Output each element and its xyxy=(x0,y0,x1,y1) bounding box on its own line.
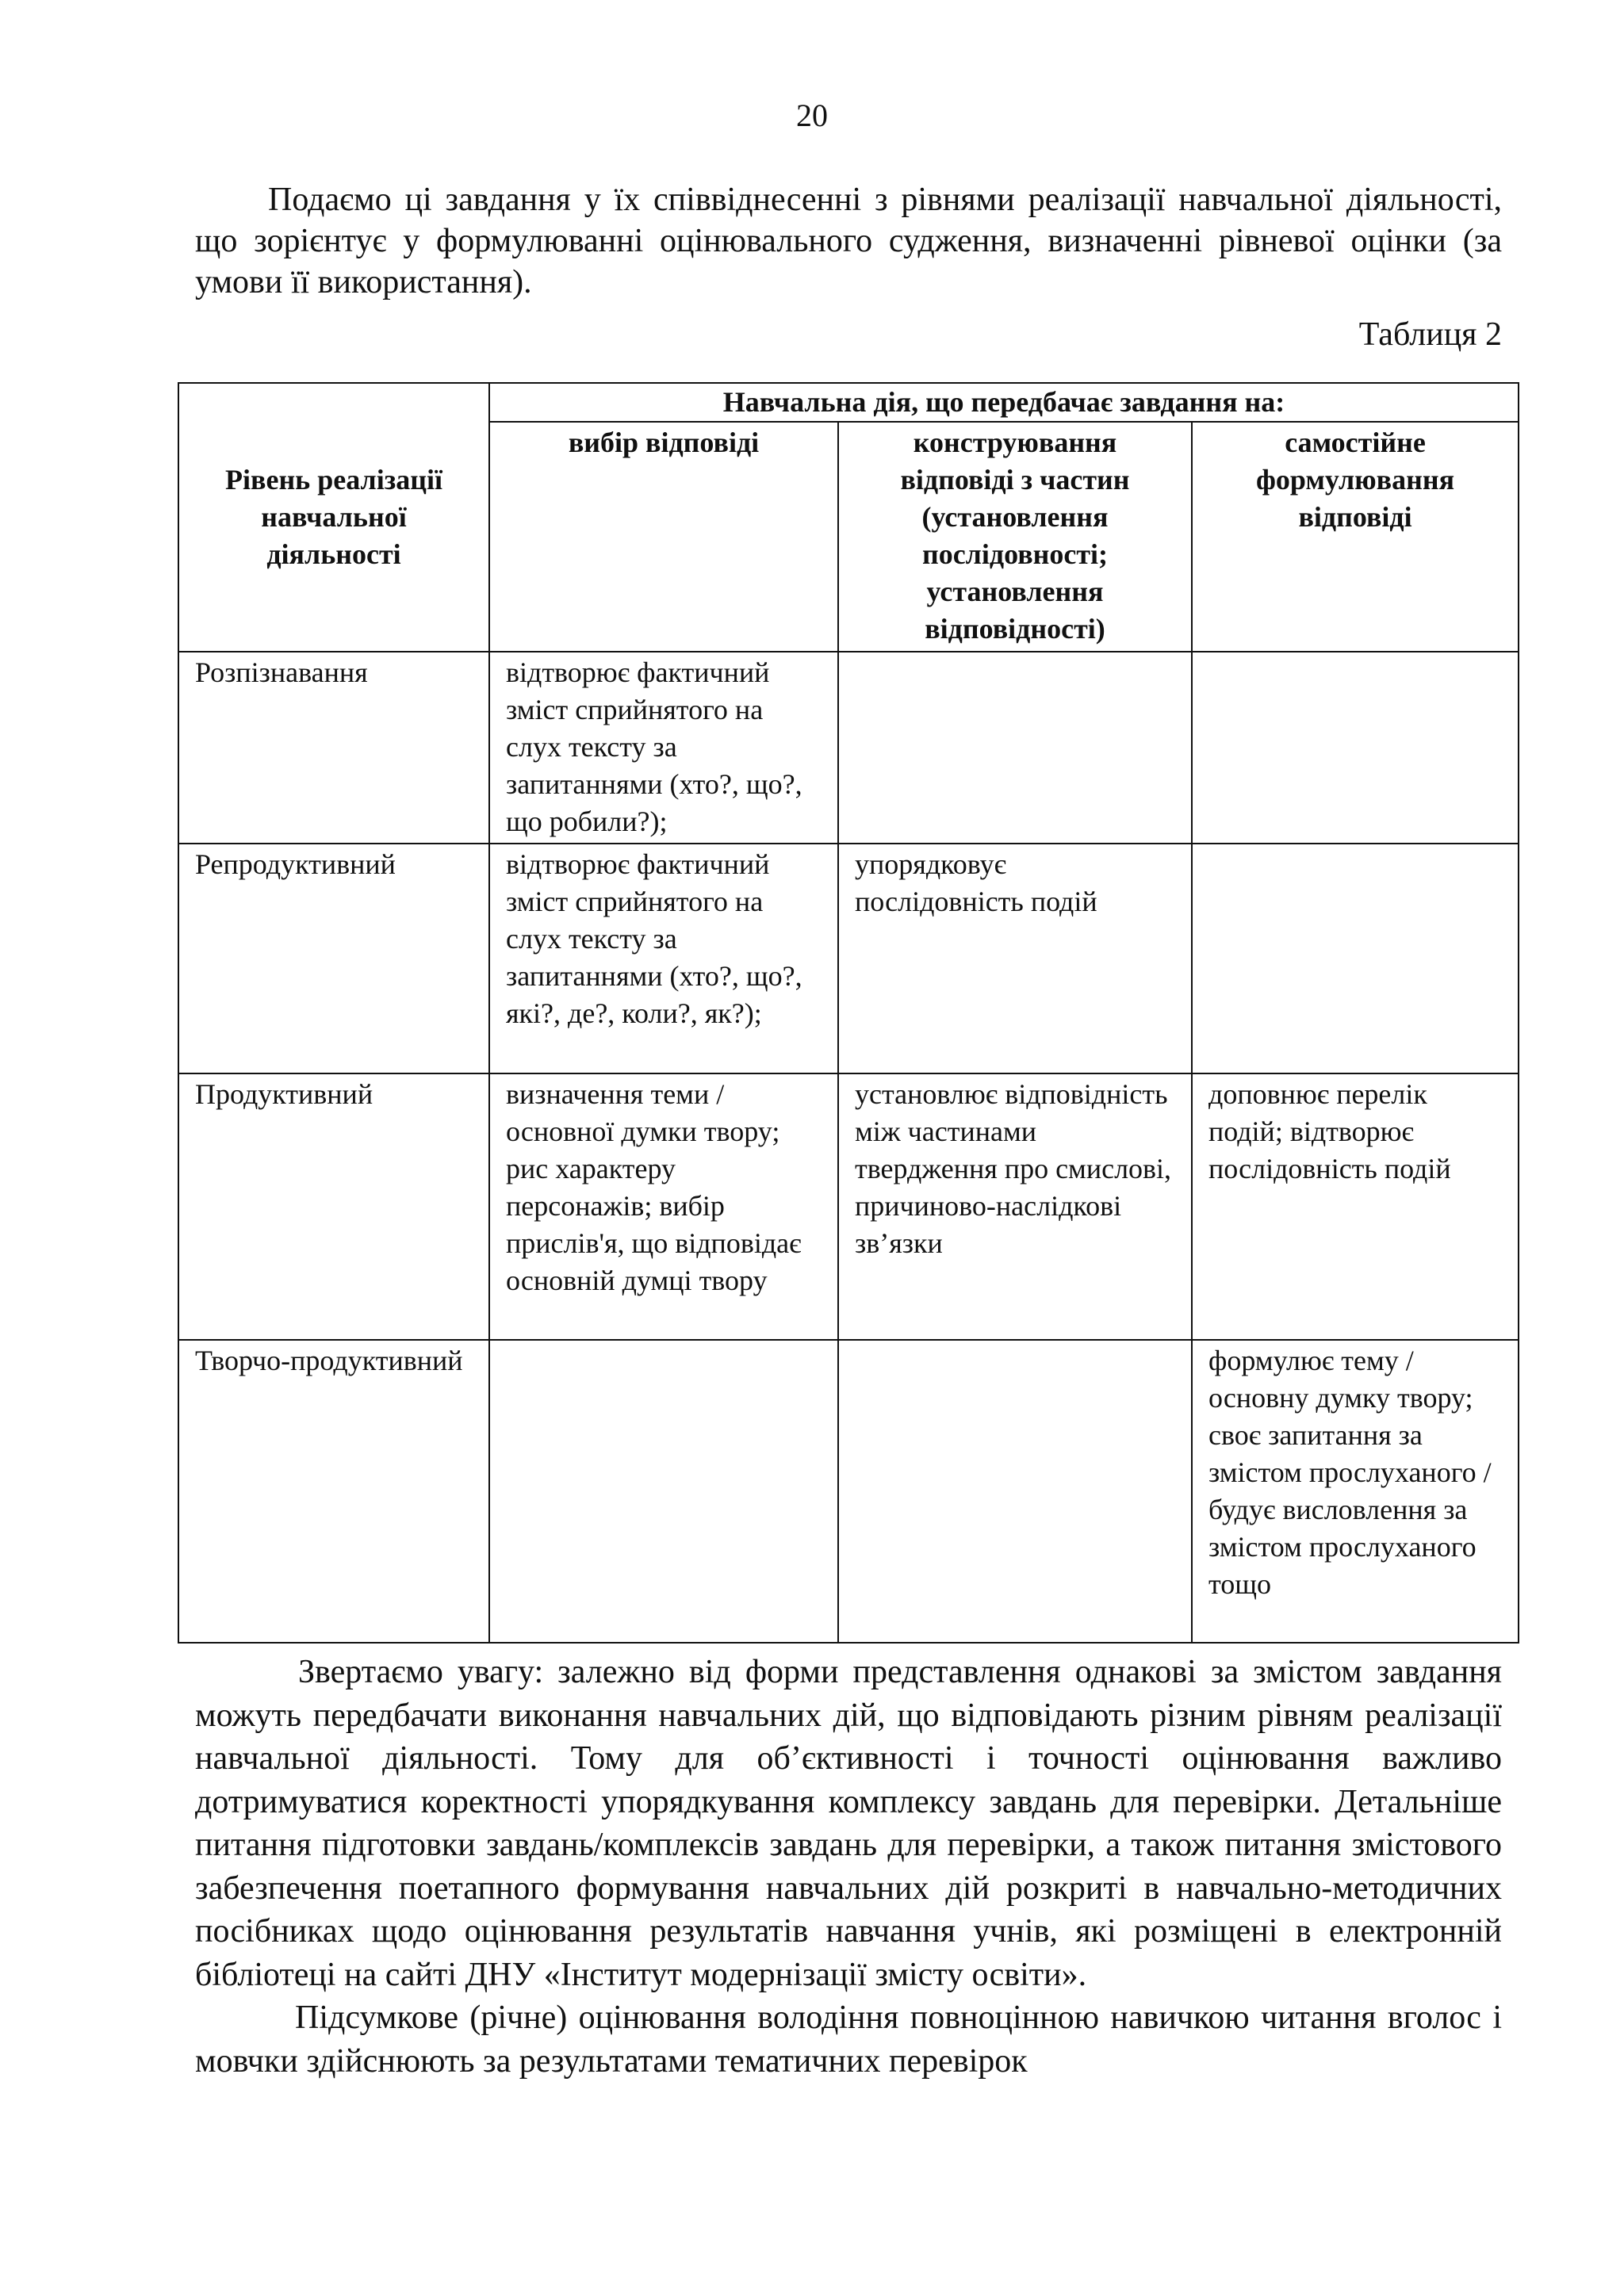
table-cell xyxy=(1192,652,1519,844)
table-cell: установлює відповідність між частинами твердження про смислові, причиново-наслідкові зв’язки xyxy=(838,1073,1192,1340)
row-level-label: Продуктивний xyxy=(178,1073,489,1340)
table-row xyxy=(178,652,1519,844)
row-level-label: Творчо-продуктивний xyxy=(178,1340,489,1643)
column-header-choice: вибір відповіді xyxy=(489,422,838,652)
column-header-formulate: самостійне формулювання відповіді xyxy=(1192,422,1519,652)
intro-paragraph: Подаємо ці завдання у їх співвіднесенні з рівнями реалізації навчальної діяльності, що зорієнтує у формулюванні оцінювального судження, визначенні рівневої оцінки (за умови її використання). xyxy=(195,182,1502,300)
table-caption: Таблиця 2 xyxy=(1358,316,1502,353)
table-cell xyxy=(838,1340,1192,1643)
table-cell: відтворює фактичний зміст сприйнятого на слух тексту за запитаннями (хто?, що?, які?, де?, коли?, як?); xyxy=(489,844,838,1073)
table-cell: упорядковує послідовність подій xyxy=(838,844,1192,1073)
table-row xyxy=(178,1073,1519,1340)
header-level: Рівень реалізації навчальної діяльності xyxy=(178,383,489,652)
body-text xyxy=(195,1651,1502,2083)
table-cell: доповнює перелік подій; відтворює послідовність подій xyxy=(1192,1073,1519,1340)
column-header-construct: конструювання відповіді з частин (установлення послідовності; установлення відповідності) xyxy=(838,422,1192,652)
table-cell xyxy=(1192,844,1519,1073)
header-group: Навчальна дія, що передбачає завдання на: xyxy=(489,383,1519,422)
table-cell: відтворює фактичний зміст сприйнятого на слух тексту за запитаннями (хто?, що?, що робили?); xyxy=(489,652,838,844)
table-cell xyxy=(489,1340,838,1643)
row-level-label: Розпізнавання xyxy=(178,652,489,844)
paragraph-note: Звертаємо увагу: залежно від форми представлення однакові за змістом завдання можуть передбачати виконання навчальних дій, що відповідають різним рівням реалізації навчальної діяльності. Тому для об’єктивності і точності оцінювання важливо дотримуватися коректності упорядкування комплексу завдань для перевірки. Детальніше питання підготовки завдань/комплексів завдань для перевірки, а також питання змістового забезпечення поетапного формування навчальних дій розкриті в навчально-методичних посібниках щодо оцінювання результатів навчання учнів, які розміщені в електронній бібліотеці на сайті ДНУ «Інститут модернізації змісту освіти». xyxy=(195,1654,1502,1993)
paragraph-final-assessment: Підсумкове (річне) оцінювання володіння повноцінною навичкою читання вголос і мовчки здійснюють за результатами тематичних перевірок xyxy=(195,1999,1502,2080)
table-cell: формулює тему / основну думку твору; своє запитання за змістом прослуханого / будує висловлення за змістом прослуханого тощо xyxy=(1192,1340,1519,1643)
page-number: 20 xyxy=(796,98,828,133)
table-cell: визначення теми / основної думки твору; рис характеру персонажів; вибір прислів'я, що відповідає основній думці твору xyxy=(489,1073,838,1340)
row-level-label: Репродуктивний xyxy=(178,844,489,1073)
table-row xyxy=(178,844,1519,1073)
table-cell xyxy=(838,652,1192,844)
table-row xyxy=(178,1340,1519,1643)
levels-table xyxy=(178,382,1519,1644)
